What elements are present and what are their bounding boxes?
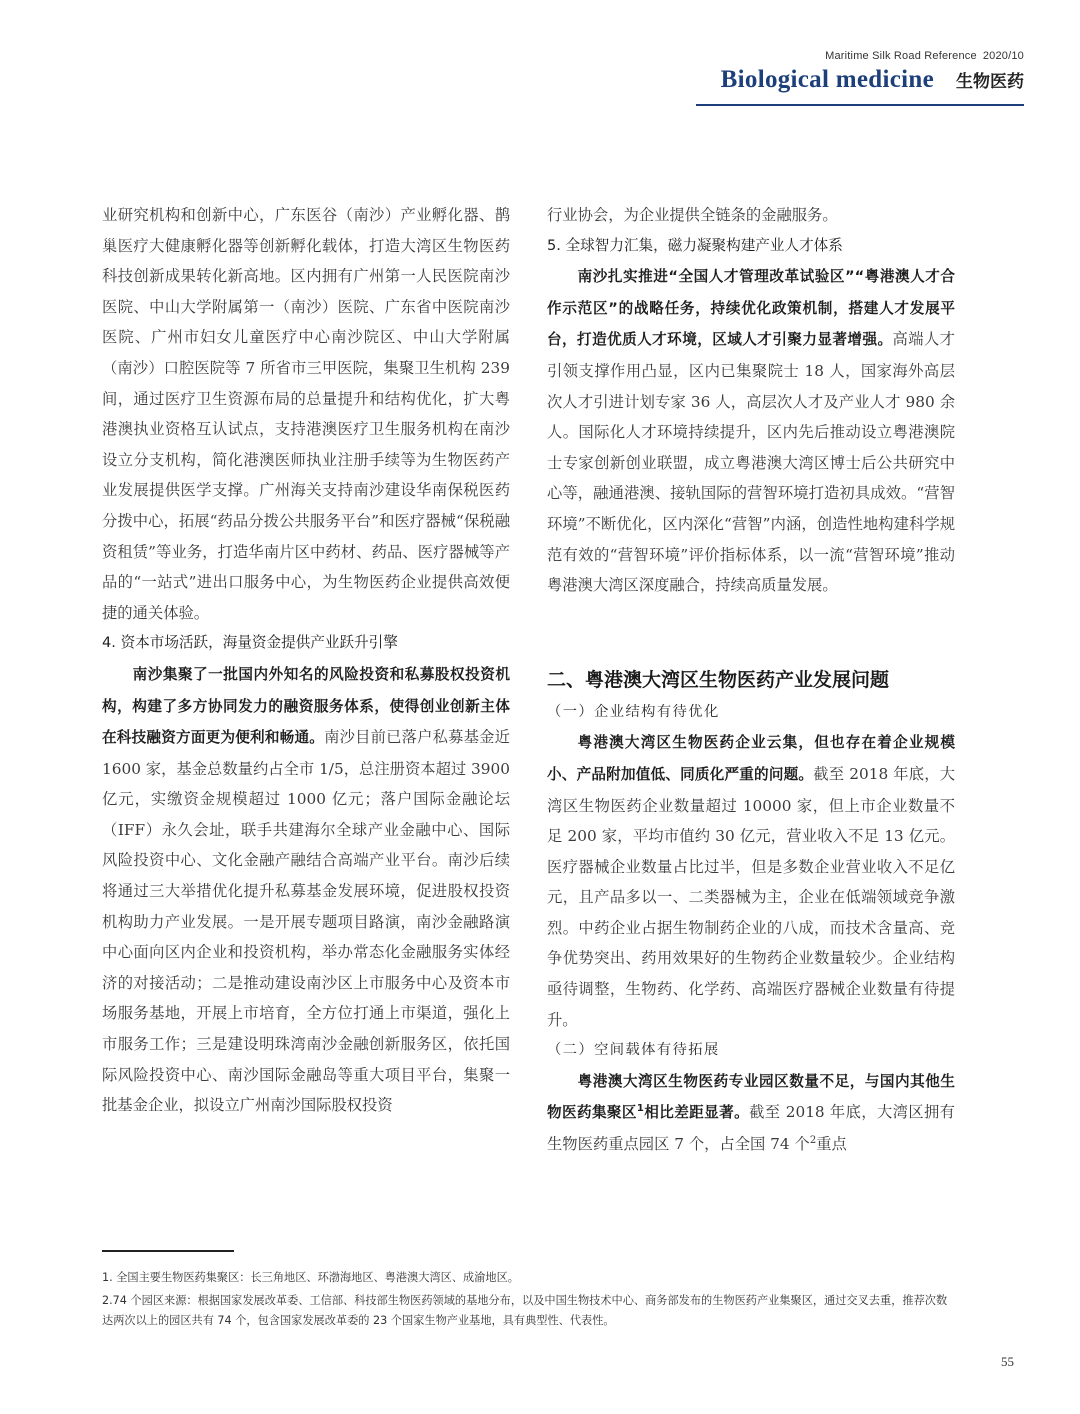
- footnote-rule: [102, 1250, 234, 1252]
- lead-text: 粤港澳大湾区生物医药专业园区数量不足，与国内其他生物医药集聚区: [547, 1072, 955, 1122]
- paragraph: [102, 659, 510, 1121]
- subheading: 5. 全球智力汇集，磁力凝聚构建产业人才体系: [547, 236, 843, 254]
- publication-name: Maritime Silk Road Reference: [825, 50, 977, 62]
- paragraph: 行业协会，为企业提供全链条的金融服务。: [547, 206, 838, 224]
- paragraph-lead: 南沙扎实推进“全国人才管理改革试验区”“粤港澳人才合作示范区”的战略任务，持续优化政策机制，搭建人才发展平台，打造优质人才环境，区域人才引聚力显著增强。: [547, 268, 955, 349]
- header-rule: [696, 104, 1024, 106]
- footnotes: [102, 1268, 954, 1334]
- subheading: 4. 资本市场活跃，海量资金提供产业跃升引擎: [102, 634, 398, 652]
- paragraph-body: 重点: [816, 1135, 847, 1154]
- section-title-zh: 生物医药: [956, 72, 1024, 92]
- chapter-heading: 二、粤港澳大湾区生物医药产业发展问题: [547, 668, 890, 691]
- issue-number: 2020/10: [982, 50, 1024, 62]
- paragraph-body: 南沙目前已落户私募基金近 1600 家，基金总数量约占全市 1/5，总注册资本超过 3900 亿元，实缴资金规模超过 1000 亿元；落户国际金融论坛（IFF）永久会址，联手共建海尔全球产业金融中心、国际风险投资中心、文化金融产融结合高端产业平台。南沙后续将通过三大举措优化提升私募基金发展环境，促进股权投资机构助力产业发展。一是开展专题项目路演，南沙金融路演中心面向区内企业和投资机构，举办常态化金融服务实体经济的对接活动；二是推动建设南沙区上市服务中心及资本市场服务基地，开展上市培育，全方位打通上市渠道，强化上市服务工作；三是建设明珠湾南沙金融创新服务区，依托国际风险投资中心、南沙国际金融岛等重大项目平台，集聚一批基金企业，拟设立广州南沙国际股权投资: [102, 728, 510, 1115]
- paragraph-lead: 南沙集聚了一批国内外知名的风险投资和私募股权投资机构，构建了多方协同发力的融资服务体系，使得创业创新主体在科技融资方面更为便利和畅通。: [102, 665, 510, 747]
- paragraph: [547, 1066, 955, 1160]
- paragraph-body: 截至 2018 年底，大湾区拥有生物医药重点园区 7 个，占全国 74 个: [547, 1103, 955, 1154]
- section-heading: [721, 66, 1024, 94]
- sub-subheading: （二）空间载体有待拓展: [547, 1042, 720, 1059]
- footnote-ref[interactable]: 2: [809, 1134, 817, 1146]
- paragraph-body: 截至 2018 年底，大湾区生物医药企业数量超过 10000 家，但上市企业数量不足 200 家，平均市值约 30 亿元，营业收入不足 13 亿元。医疗器械企业数量占比过半，但是多数企业营业收入不足亿元，且产品多以一、二类器械为主，企业在低端领域竞争激烈。中药企业占据生物制药企业的八成，而技术含量高、竞争优势突出、药用效果好的生物药企业数量较少。企业结构亟待调整，生物药、化学药、高端医疗器械企业数量有待提升。: [547, 764, 955, 1029]
- sub-subheading: （一）企业结构有待优化: [547, 703, 720, 720]
- footnote: 1. 全国主要生物医药集聚区：长三角地区、环渤海地区、粤港澳大湾区、成渝地区。: [102, 1271, 519, 1284]
- footnote: 2.74 个园区来源：根据国家发展改革委、工信部、科技部生物医药领域的基地分布，以及中国生物技术中心、商务部发布的生物医药产业集聚区，通过交叉去重，推荐次数达两次以上的园区共有 74 个，包含国家发展改革委的 23 个国家生物产业基地，具有典型性、代表性。: [102, 1294, 948, 1327]
- paragraph-body: 高端人才引领支撑作用凸显，区内已集聚院士 18 人，国家海外高层次人才引进计划专家 36 人，高层次人才及产业人才 980 余人。国际化人才环境持续提升，区内先后推动设立粤港澳院士专家创新创业联盟，成立粤港澳大湾区博士后公共研究中心等，融通港澳、接轨国际的营智环境打造初具成效。“营智环境”不断优化，区内深化“营智”内涵，创造性地构建科学规范有效的“营智环境”评价指标体系，以一流“营智环境”推动粤港澳大湾区深度融合，持续高质量发展。: [547, 330, 955, 595]
- footnote-ref[interactable]: 1: [636, 1103, 644, 1115]
- right-column: [547, 200, 955, 1160]
- section-title-en: Biological medicine: [720, 66, 934, 93]
- lead-text: 相比差距显著。: [643, 1104, 750, 1122]
- page-number: 55: [1001, 1354, 1014, 1369]
- paragraph: [547, 261, 955, 601]
- left-column: [102, 200, 510, 1121]
- paragraph: [547, 727, 955, 1035]
- running-head: [825, 50, 1024, 62]
- paragraph: 业研究机构和创新中心，广东医谷（南沙）产业孵化器、鹊巢医疗大健康孵化器等创新孵化载体，打造大湾区生物医药科技创新成果转化新高地。区内拥有广州第一人民医院南沙医院、中山大学附属第一（南沙）医院、广东省中医院南沙医院、广州市妇女儿童医疗中心南沙院区、中山大学附属（南沙）口腔医院等 7 所省市三甲医院，集聚卫生机构 239 间，通过医疗卫生资源布局的总量提升和结构优化，扩大粤港澳执业资格互认试点，支持港澳医疗卫生服务机构在南沙设立分支机构，简化港澳医师执业注册手续等为生物医药产业发展提供医学支撑。广州海关支持南沙建设华南保税医药分拨中心，拓展“药品分拨公共服务平台”和医疗器械“保税融资租赁”等业务，打造华南片区中药材、药品、医疗器械等产品的“一站式”进出口服务中心，为生物医药企业提供高效便捷的通关体验。: [102, 206, 510, 622]
- paragraph-lead: 粤港澳大湾区生物医药企业云集，但也存在着企业规模小、产品附加值低、同质化严重的问题。: [547, 734, 955, 783]
